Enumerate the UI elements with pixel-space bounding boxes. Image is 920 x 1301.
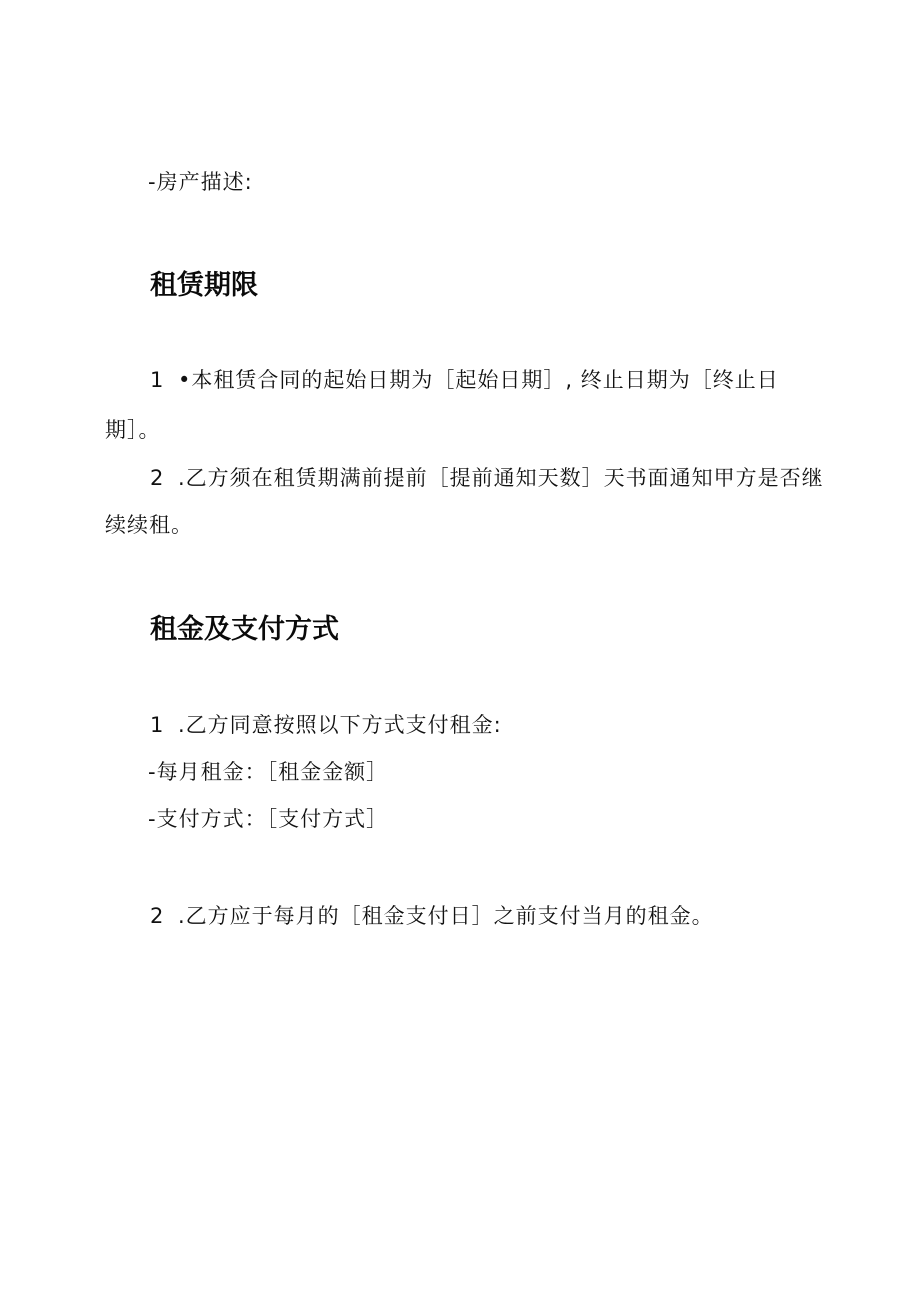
clause-text: .乙方须在租赁期满前提前［提前通知天数］天书面通知甲方是否继	[178, 466, 824, 490]
clause-text: .乙方同意按照以下方式支付租金:	[178, 713, 502, 737]
clause-text: .乙方应于每月的［租金支付日］之前支付当月的租金。	[178, 904, 714, 928]
section-heading-rent-payment: 租金及支付方式	[150, 614, 339, 645]
monthly-rent-item: -每月租金：［租金金额］	[148, 760, 389, 784]
rent-payment-clause-2	[150, 903, 714, 929]
payment-method-item: -支付方式：［支付方式］	[148, 807, 389, 831]
lease-term-clause-2	[150, 465, 824, 491]
property-description-label: -房产描述:	[148, 170, 253, 194]
clause-number: 2	[150, 466, 165, 490]
clause-text: •本租赁合同的起始日期为［起始日期］, 终止日期为［终止日	[178, 368, 779, 392]
rent-payment-clause-1	[150, 712, 502, 738]
section-heading-lease-term: 租赁期限	[150, 270, 258, 301]
clause-number: 1	[150, 368, 165, 392]
clause-number: 2	[150, 904, 165, 928]
lease-term-clause-1-continuation: 期］。	[105, 418, 161, 442]
lease-term-clause-2-continuation: 续续租。	[105, 513, 193, 537]
lease-term-clause-1	[150, 367, 779, 393]
clause-number: 1	[150, 713, 165, 737]
